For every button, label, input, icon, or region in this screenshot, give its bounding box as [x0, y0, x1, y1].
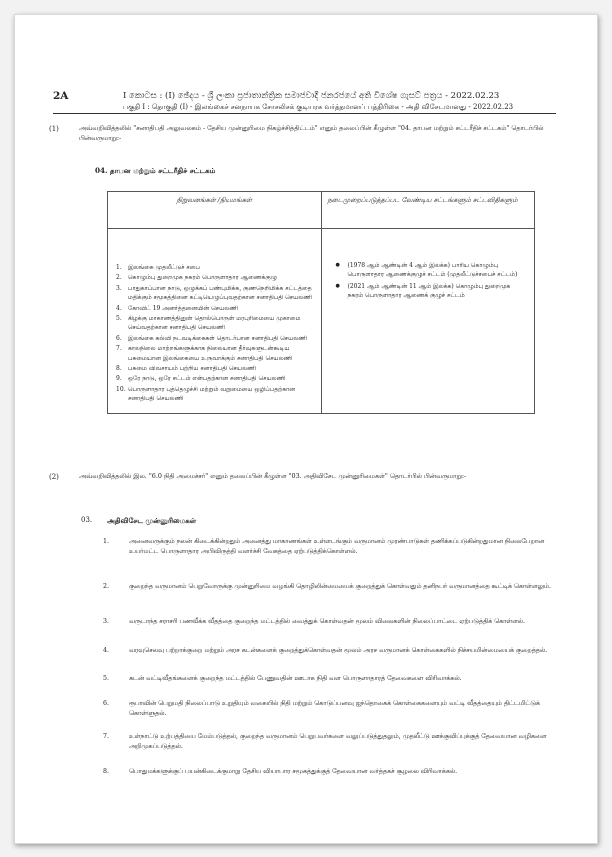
item-text: அனைவருக்கும் நலன் கிடைக்கின்றதும் அனைத்து மாகாணங்கள் உள்ளடங்கும் வருமானம் முரண்பாடுகள் தணிக்கப்படுகின்றதுமான நிலைபேறான உயர்மட்ட பொருளாதார அபிவிருத்தி வளர்ச்சி வேகத்தை ஏற்படுத்திக்கொள்ளல். — [129, 538, 545, 556]
item-number: 10. — [116, 385, 126, 393]
table-header-laws: நடைமுறைப்படுத்தப்பட வேண்டிய சட்டங்களும் சட்டவிதிகளும் — [321, 192, 535, 229]
item-text: இலங்கை முதலீட்டுச் சபை — [128, 264, 200, 271]
list-item — [103, 582, 565, 592]
list-item — [116, 364, 315, 373]
section-number: (1) — [49, 125, 59, 133]
item-number: 8. — [116, 365, 122, 373]
list-item — [336, 261, 527, 280]
list-item — [103, 646, 565, 656]
item-text: கோவிட் 19 அனர்த்தனையின் செயலணி — [128, 304, 239, 312]
item-text: வருடாந்த சராசரி பணவீக்க வீதத்தை குறைந்த மட்டத்தில் வைத்துக் கொள்வதன் மூலம் விலைகளின் நிலைப்பாட்டை ஏற்படுத்திக் கொள்ளல். — [129, 618, 526, 625]
bullet-icon: ● — [335, 282, 340, 289]
list-item — [103, 674, 565, 684]
item-number: 4. — [103, 647, 110, 654]
item-number: 4. — [116, 304, 122, 312]
list-item — [116, 273, 315, 282]
list-item — [116, 344, 315, 363]
item-number: 3. — [103, 618, 110, 625]
list-item — [116, 304, 315, 313]
item-text: உள்நாட்டு உற்பத்தியை மேம்படுத்தல், குறைந்த வருமானம் பெறுபவர்களை வலுப்படுத்துதலும், முதலீட்டு ஊக்குவிப்புக்குத் தேவையான வழிகளை அறிமுகப்படுத்தல். — [129, 733, 547, 751]
gazette-page — [14, 14, 598, 844]
item-text: பசுமை விவசாயம் பற்றிய சனாதிபதி செயலணி — [128, 365, 256, 373]
item-text: பொதுமக்களுக்குப் பயன்கிடைக்குமாறு தேசிய வியாபார சமூகத்துக்குத் தேவையான வர்த்தகச் சூழலை விரிவாக்கல். — [129, 768, 458, 775]
laws-list — [321, 229, 535, 414]
item-text: கொழும்பு துறைமுக நகரம் பொருளாதார ஆணைக்குழு — [128, 274, 278, 282]
section-subheading: 04. தாபன மற்றும் சட்டரீதிச் சட்டகம் — [95, 166, 216, 175]
item-text: ஒரே நாடு, ஒரே சட்டம் என்பதற்கான சனாதிபதி செயலணி — [128, 375, 286, 383]
item-number: 2. — [103, 583, 110, 590]
institutions-list — [108, 229, 322, 414]
subsection-number: 03. — [81, 516, 93, 524]
section-number: (2) — [49, 473, 59, 481]
item-text: வரவுசெலவு பற்றாக்குறை மற்றும் அரச கடன்களைக் குறைத்துக்கொள்வதன் மூலம் அரச வருமானக் கொள்கைகளில் நிச்சயமின்மையைக் குறைத்தல். — [129, 647, 548, 654]
header-rule — [53, 113, 556, 114]
list-item — [103, 617, 565, 627]
list-item — [116, 334, 315, 343]
item-number: 1. — [116, 264, 122, 271]
item-text: கிழக்கு மாகாணத்தினுள் தொல்பொருள் மரபுரிமையை முகாமை செய்வதற்கான சனாதிபதி செயலணி — [128, 315, 301, 332]
gazette-header-tamil: பகுதி I : தொகுதி (I) - இலங்கைச் சனநாயக சோசலிசக் குடியரசு வர்த்தமானப் பத்திரிகை - அதி விசேடமானது - 2022.02.23 — [123, 103, 514, 111]
bullet-icon: ● — [335, 262, 340, 268]
list-item — [336, 282, 527, 301]
item-text: பொருளாதார புத்தெழுச்சி மற்றும் வறுமையை ஒழிப்பதற்கான சனாதிபதி செயலணி — [128, 385, 296, 403]
item-text: குறைந்த வருமானம் பெறுவோருக்கு முன்னுரிமை வழங்கி தொழிலின்மையைக் குறைத்துக் கொள்வதும் தனிநபர் வருமானத்தை கூட்டிக் கொள்ளலும். — [129, 583, 552, 590]
item-number: 1. — [103, 538, 110, 545]
item-number: 7. — [116, 345, 122, 353]
list-item — [116, 385, 315, 404]
item-number: 8. — [103, 768, 110, 775]
table-header-institutions: நிறுவனங்கள் /நியமங்கள் — [108, 192, 322, 229]
item-text: கடன் வட்டிவீதங்களைக் குறைந்த மட்டத்தில் பேணுவதின் ஊடாக நிதி வள பொருளாதாரத் தேவைகளை விரிவாக்கல். — [129, 675, 462, 682]
list-item — [103, 537, 565, 558]
list-item — [103, 767, 565, 777]
table-row — [108, 229, 535, 414]
gazette-header-sinhala: I කොටස : (I) ඡේදය - ශ්‍රී ලංකා ප්‍රජාතාන්ත්‍රික සමාජවාදී ජනරජයේ අති විශේෂ ගැසට් පත්‍රය - 2022.02.23 — [123, 91, 500, 101]
list-item — [116, 374, 315, 383]
item-text: இலங்கை கல்வி நடவடிக்கைகள் தொடர்பான சனாதிபதி செயலணி — [128, 334, 308, 342]
item-number: 6. — [116, 334, 122, 342]
section-intro-text: அவ்வறிவித்தலில் இல. "6.0 நிதி அமைச்சர்" எனும் தலைப்பின் கீழுள்ள "03. அதிவிசேட முன்னுரிமைகள்" தொடர்பில் பின்வருமாறு:- — [79, 472, 467, 480]
item-number: 5. — [116, 315, 122, 323]
list-item — [116, 263, 315, 272]
item-text: (1978 ஆம் ஆண்டின் 4 ஆம் இலக்க) பாரிய கொழும்பு பொருளாதார ஆணைக்குழுச் சட்டம் (முதலீட்டுச்சபைச் சட்டம்) — [347, 262, 518, 279]
subsection-title: அதிவிசேட முன்னுரிமைகள் — [107, 516, 197, 525]
page-number: 2A — [53, 90, 69, 102]
item-number: 5. — [103, 675, 110, 682]
table-header-row — [108, 192, 535, 229]
item-number: 3. — [116, 284, 122, 292]
item-number: 7. — [103, 733, 110, 740]
item-number: 9. — [116, 375, 122, 383]
list-item — [103, 732, 565, 753]
institutions-table — [107, 191, 535, 414]
item-text: (2021 ஆம் ஆண்டின் 11 ஆம் இலக்க) கொழும்பு துறைமுக நகரம் பொருளாதார ஆணைக் குழுச் சட்டம் — [347, 282, 511, 300]
list-item — [116, 314, 315, 333]
item-text: காலநிலை மாற்றங்களுக்காக நிலையான தீர்வுகளுடன்கூடிய பசுமையான இலங்கையை உருவாக்கும் சனாதிபதி செயலணி — [128, 345, 293, 362]
item-text: பாதுகாப்பான நாடு, ஒழுக்கப் பண்புமிக்க, குணநெறிமிக்க சட்டத்தை மதிக்கும் சமூகத்தினை கட்டியெழுப்புவதற்கான சனாதிபதி செயலணி — [128, 284, 313, 302]
list-item — [116, 284, 315, 303]
item-number: 2. — [116, 274, 122, 282]
item-text: ரூபாவின் பெறுமதி நிலைப்பாடு உறுதியும் வகையில் நிதி மற்றும் கொடுப்பனவு ஐந்தொகைக் கொள்கைகளையும் வட்டி வீதத்தையும் திட்டமிட்டுக் கொள்ளுதல். — [129, 700, 540, 718]
list-item — [103, 699, 565, 720]
section-intro-text: அவ்வறிவித்தலில் "சனாதிபதி அலுவலகம் - தேசிய முன்னுரிமை நிகழ்ச்சித்திட்டம்" எனும் தலைப்பின் கீழுள்ள "04. தாபன மற்றும் சட்டரீதிச் சட்டகம்" தொடர்பில் பின்வருமாறு:- — [79, 124, 544, 142]
item-number: 6. — [103, 700, 110, 707]
